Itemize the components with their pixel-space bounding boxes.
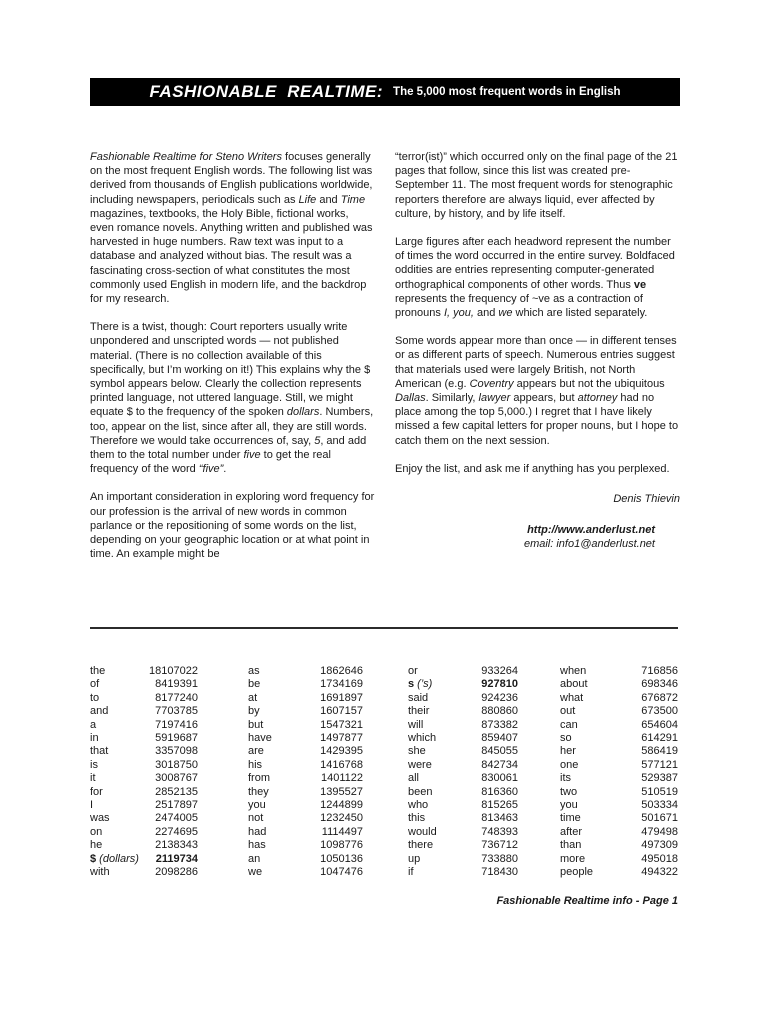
body-columns <box>90 150 680 575</box>
table-row: and 7703785 <box>90 705 198 718</box>
table-row: all 830061 <box>408 772 518 785</box>
table-row: will 873382 <box>408 718 518 731</box>
table-row: to 8177240 <box>90 691 198 704</box>
table-row: of 8419391 <box>90 678 198 691</box>
table-column <box>560 665 678 880</box>
document-header <box>90 78 680 106</box>
table-row: up 733880 <box>408 852 518 865</box>
section-divider <box>90 627 678 629</box>
email-address: email: info1@anderlust.net <box>523 538 655 551</box>
paragraph: Enjoy the list, and ask me if anything has you perplexed. <box>395 462 670 475</box>
website-url: http://www.anderlust.net <box>527 524 655 537</box>
table-row: was 2474005 <box>90 812 198 825</box>
table-row: that 3357098 <box>90 745 198 758</box>
table-row: two 510519 <box>560 785 678 798</box>
table-row: he 2138343 <box>90 839 198 852</box>
table-row: when 716856 <box>560 665 678 677</box>
table-row: she 845055 <box>408 745 518 758</box>
table-row: had 1114497 <box>248 825 363 838</box>
table-row: one 577121 <box>560 758 678 771</box>
word-frequency-table <box>90 665 678 880</box>
table-row: time 501671 <box>560 812 678 825</box>
table-column <box>248 665 363 880</box>
table-row: is 3018750 <box>90 758 198 771</box>
table-row: we 1047476 <box>248 866 363 879</box>
table-row: from 1401122 <box>248 772 363 785</box>
table-row: have 1497877 <box>248 732 363 745</box>
table-row: $ (dollars) 2119734 <box>90 852 198 865</box>
document-subtitle: The 5,000 most frequent words in English <box>393 86 621 98</box>
table-row: in 5919687 <box>90 732 198 745</box>
table-column <box>408 665 518 880</box>
table-row: which 859407 <box>408 732 518 745</box>
right-column <box>395 150 680 575</box>
paragraph: “terror(ist)” which occurred only on the final page of the 21 pages that follow, since this list was created pre-September 11. The most frequent words for stenographic reporters therefore are always liquid, ever affected by culture, by history, and by life itself. <box>395 151 678 220</box>
table-row: their 880860 <box>408 705 518 718</box>
table-row: said 924236 <box>408 691 518 704</box>
table-row: the 18107022 <box>90 665 198 677</box>
table-row: about 698346 <box>560 678 678 691</box>
paragraph: Some words appear more than once — in different tenses or as different parts of speech. Numerous entries suggest that materials used were largely British, not North American (e.g. Coventry appears but not the ubiquitous Dallas. Similarly, lawyer appears, but attorney had no place among the top 5,000.) I regret that I have likely missed a few capital letters for proper nouns, but I hope to catch them on the next session. <box>395 335 679 447</box>
table-row: as 1862646 <box>248 665 363 677</box>
table-row: but 1547321 <box>248 718 363 731</box>
table-row: more 495018 <box>560 852 678 865</box>
table-row: can 654604 <box>560 718 678 731</box>
table-row: an 1050136 <box>248 852 363 865</box>
table-row: its 529387 <box>560 772 678 785</box>
table-row: were 842734 <box>408 758 518 771</box>
table-row: after 479498 <box>560 825 678 838</box>
table-row: s (’s) 927810 <box>408 678 518 691</box>
page-footer: Fashionable Realtime info - Page 1 <box>496 895 678 907</box>
paragraph: An important consideration in exploring word frequency for our profession is the arrival of new words in common parlance or the repositioning of some words on the list, depending on your geographic location or at what point in time. An example might be <box>90 491 375 561</box>
table-row: so 614291 <box>560 732 678 745</box>
paragraph: There is a twist, though: Court reporters usually write unpondered and unscripted words — not published material. (There is no collection available of this specifically, but I’m working on it!) This explains why the $ symbol appears below. Clearly the collection represents printed language, not uttered language. Still, we might equate $ to the frequency of the spoken dollars. Numbers, too, appear on the list, since after all, they are still words. Therefore we would take occurrences of, say, 5, and add them to the total number under five to get the real frequency of the word “five”. <box>90 321 374 476</box>
table-row: people 494322 <box>560 866 678 879</box>
table-row: on 2274695 <box>90 825 198 838</box>
table-row: has 1098776 <box>248 839 363 852</box>
table-row: out 673500 <box>560 705 678 718</box>
table-row: her 586419 <box>560 745 678 758</box>
table-row: been 816360 <box>408 785 518 798</box>
table-row: they 1395527 <box>248 785 363 798</box>
paragraph: Fashionable Realtime for Steno Writers focuses generally on the most frequent English words. The following list was derived from thousands of English publications worldwide, including newspapers, periodicals such as Life and Time magazines, textbooks, the Holy Bible, fictional works, even romance novels. Anything written and published was harvested in huge numbers. Raw text was input to a database and analyzed without bias. The result was a fascinating cross-section of what constitutes the most commonly used English in modern life, and the backdrop for my research. <box>90 151 373 306</box>
left-column <box>90 150 375 575</box>
table-row: would 748393 <box>408 825 518 838</box>
table-column <box>90 665 198 880</box>
table-row: his 1416768 <box>248 758 363 771</box>
table-row: than 497309 <box>560 839 678 852</box>
table-row: are 1429395 <box>248 745 363 758</box>
table-row: you 1244899 <box>248 799 363 812</box>
table-row: I 2517897 <box>90 799 198 812</box>
table-row: it 3008767 <box>90 772 198 785</box>
table-row: at 1691897 <box>248 691 363 704</box>
table-row: with 2098286 <box>90 866 198 879</box>
table-row: for 2852135 <box>90 785 198 798</box>
paragraph: Large figures after each headword represent the number of times the word occurred in the entire survey. Boldfaced oddities are entries representing computer-generated orthographical components of other words. Thus ve represents the frequency of ~ve as a contraction of pronouns I, you, and we which are listed separately. <box>395 236 675 320</box>
table-row: be 1734169 <box>248 678 363 691</box>
table-row: not 1232450 <box>248 812 363 825</box>
table-row: who 815265 <box>408 799 518 812</box>
table-row: a 7197416 <box>90 718 198 731</box>
contact-block <box>395 523 680 551</box>
table-row: this 813463 <box>408 812 518 825</box>
table-row: if 718430 <box>408 866 518 879</box>
table-row: or 933264 <box>408 665 518 677</box>
table-row: what 676872 <box>560 691 678 704</box>
author-signature: Denis Thievin <box>613 493 680 506</box>
table-row: by 1607157 <box>248 705 363 718</box>
table-row: there 736712 <box>408 839 518 852</box>
table-row: you 503334 <box>560 799 678 812</box>
document-title: FASHIONABLE REALTIME: <box>149 82 384 101</box>
